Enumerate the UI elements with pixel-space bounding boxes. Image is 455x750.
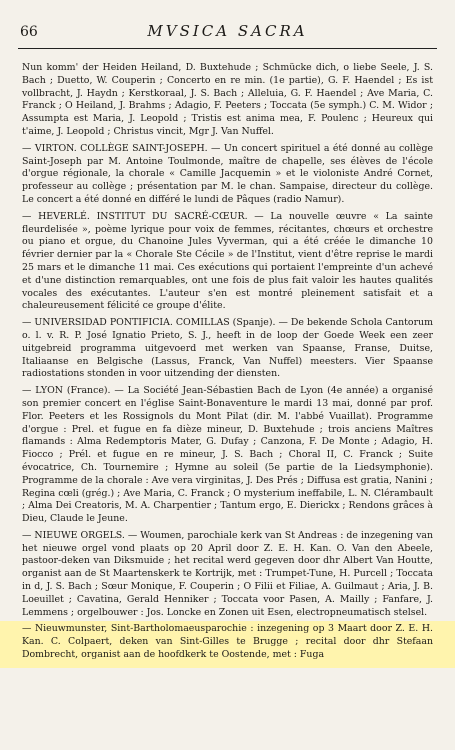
paragraph-heverle: — HEVERLÉ. INSTITUT DU SACRÉ-CŒUR. — La nouvelle œuvre « La sainte fleurdelisée », poème lyrique pour voix de femmes, récitantes, chœurs et orchestre ou piano et orgue, du Chanoine Jules Vyverman, qui a été créée le dimanche 10 février dernier par la « Chorale Ste Cécile » de l'Institut, vient d'être reprise le mardi 25 mars et le dimanche 11 mai. Ces exécutions qui portaient l'empreinte d'un achevé et d'une distinction remarquables, ont une fois de plus fait valoir les hautes qualités vocales des exécutantes. L'auteur s'en est montré pleinement satisfait et a chaleureusement félicité ce groupe d'élite. [22,210,433,312]
paragraph-lyon: — LYON (France). — La Société Jean-Sébastien Bach de Lyon (4e année) a organisé son premier concert en l'église Saint-Bonaventure le mardi 13 mai, donné par prof. Flor. Peeters et les Rossignols du Mont Pilat (dir. M. l'abbé Vuaillat). Programme d'orgue : Prel. et fugue en fa dièze mineur, D. Buxtehude ; trois anciens Maîtres flamands : Alma Redemptoris Mater, G. Dufay ; Canzona, F. De Monte ; Adagio, H. Fiocco ; Prél. et fugue en re mineur, J. S. Bach ; Choral II, C. Franck ; Suite évocatrice, Ch. Tournemire ; Hymne au soleil (5e partie de la Liedsymphonie). Programme de la chorale : Ave vera virginitas, J. Des Prés ; Diffusa est gratia, Nanini ; Regina cœli (grég.) ; Ave Maria, C. Franck ; O mysterium ineffabile, L. N. Clérambault ; Alma Dei Creatoris, M. A. Charpentier ; Tantum ergo, E. Dierickx ; Rendons grâces à Dieu, Claude le Jeune. [22,385,433,525]
journal-title: MVSICA SACRA [147,22,308,40]
paragraph-nieuwmunster-highlighted: — Nieuwmunster, Sint-Bartholomaeusparochie : inzegening op 3 Maart door Z. E. H. Kan. C. Colpaert, deken van Sint-Gilles te Brugge ; recital door dhr Stefaan Dombrecht, organist aan de hoofdkerk te Oostende, met : Fuga [22,623,433,661]
page-header [18,22,437,49]
paragraph-virton: — VIRTON. COLLÈGE SAINT-JOSEPH. — Un concert spirituel a été donné au collège Saint-Joseph par M. Antoine Toulmonde, maître de chapelle, ses élèves de l'école d'orgue régionale, la chorale « Camille Jacquemin » et le violoniste André Cornet, professeur au collège ; présentation par M. le chan. Sampaise, directeur du collège. Le concert a été donné en différé le lundi de Pâques (radio Namur). [22,142,433,205]
article-body [22,62,433,668]
paragraph-comillas: — UNIVERSIDAD PONTIFICIA. COMILLAS (Spanje). — De bekende Schola Cantorum o. l. v. R. P. José Ignatio Prieto, S. J., heeft in de loop der Goede Week een zeer uitgebreid programma uitgevoerd met werken van Spaanse, Franse, Duitse, Italiaanse en Belgische (Lassus, Franck, Van Nuffel) meesters. Vier Spaanse radiostations stonden in voor uitzending der diensten. [22,317,433,380]
paragraph-nieuwe-orgels: — NIEUWE ORGELS. — Woumen, parochiale kerk van St Andreas : de inzegening van het nieuwe orgel vond plaats op 20 April door Z. E. H. Kan. O. Van den Abeele, pastoor-deken van Diksmuide ; het recital werd gegeven door dhr Albert Van Houtte, organist aan de St Maartenskerk te Kortrijk, met : Trumpet-Tune, H. Purcell ; Toccata in d, J. S. Bach ; Sœur Monique, F. Couperin ; O Filii et Filiae, A. Guilmaut ; Aria, J. B. Loeuillet ; Cavatina, Gerald Henniker ; Toccata voor Pasen, A. Mailly ; Fanfare, J. Lemmens ; orgelbouwer : Jos. Loncke en Zonen uit Esen, electropneumatisch stelsel. [22,529,433,618]
page-number: 66 [20,24,38,40]
paragraph-program-list: Nun komm' der Heiden Heiland, D. Buxtehude ; Schmücke dich, o liebe Seele, J. S. Bach ; Duetto, W. Couperin ; Concerto en re min. (1e partie), G. F. Haendel ; Es ist vollbracht, J. Haydn ; Kerstkoraal, J. S. Bach ; Alleluia, G. F. Haendel ; Ave Maria, C. Franck ; O Heiland, J. Brahms ; Adagio, F. Peeters ; Toccata (5e symph.) C. M. Widor ; Assumpta est Maria, J. Leopold ; Tristis est anima mea, F. Poulenc ; Heureux qui t'aime, J. Leopold ; Christus vincit, Mgr J. Van Nuffel. [22,62,433,137]
